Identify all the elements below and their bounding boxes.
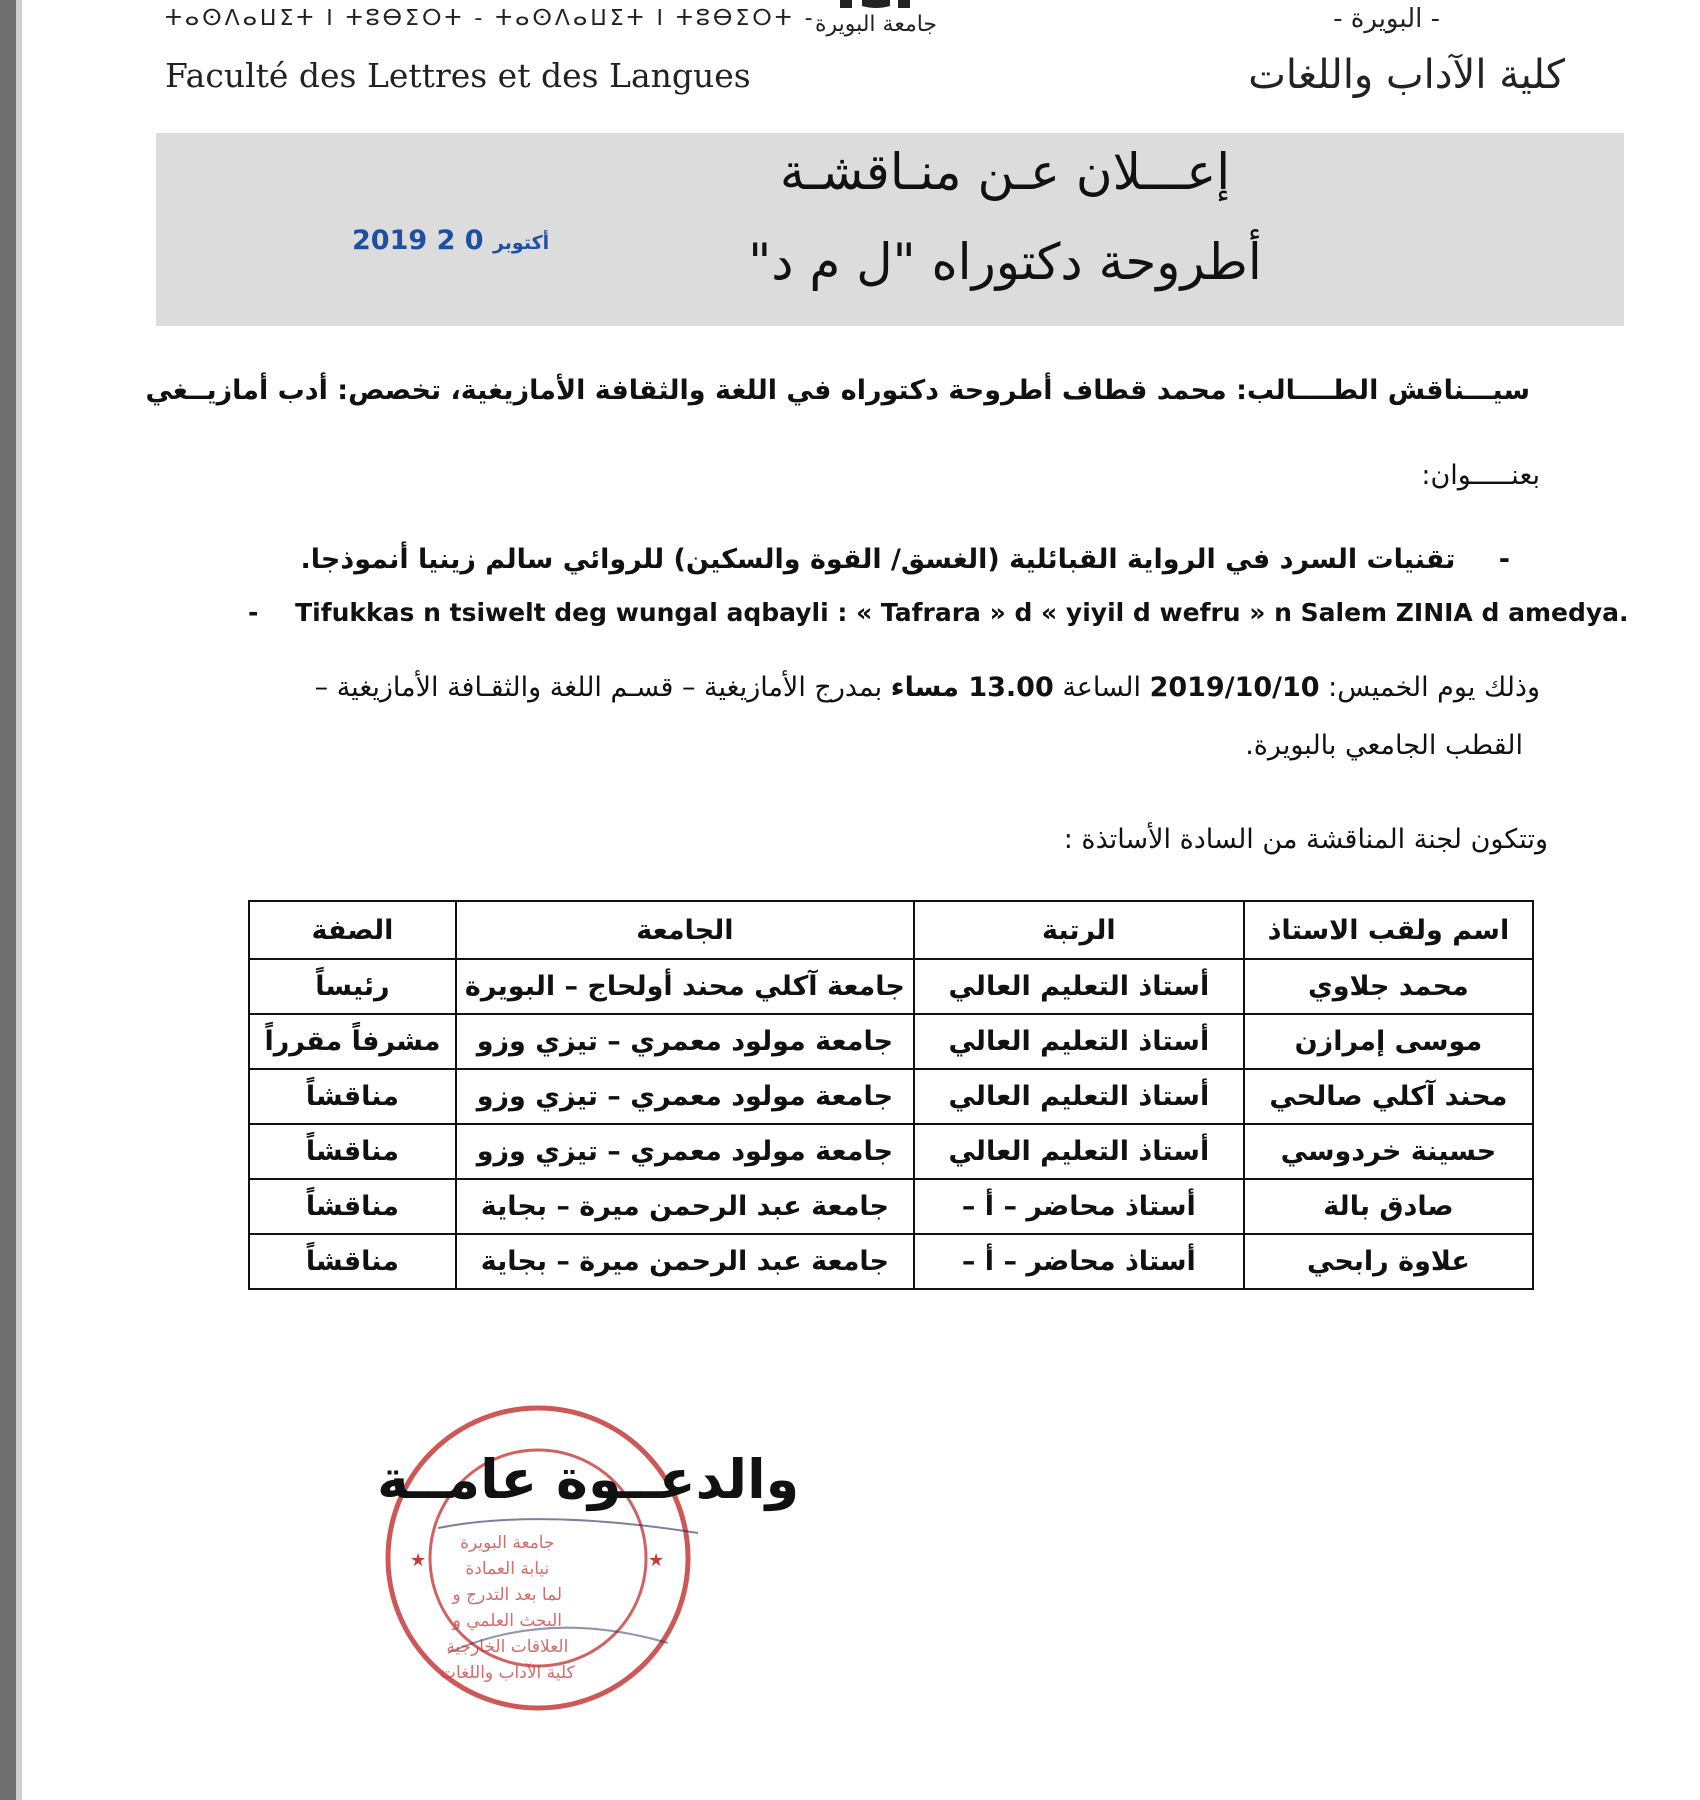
seal-line: كلية الآداب واللغات [440,1663,575,1683]
seal-inner-text [440,1530,575,1686]
svg-text:★: ★ [410,1550,427,1571]
member-role: مناقشاً [249,1124,456,1179]
date-stamp-day: 0 2 [436,225,484,256]
thesis-title-arabic-text: تقنيات السرد في الرواية القبائلية (الغسق/ القوة والسكين) للروائي سالم زينيا أنموذجا. [300,544,1456,575]
column-header-university: الجامعة [456,901,914,959]
table-row [249,1179,1533,1234]
date-stamp-month: أكتوبر [492,232,550,254]
seal-line: لما بعد التدرج و [452,1585,563,1605]
faculty-name-french: Faculté des Lettres et des Langues [165,56,751,95]
member-rank: أستاذ محاضر – أ – [914,1234,1244,1289]
thesis-title-kabyle-text: Tifukkas n tsiwelt deg wungal aqbayli : « Tafrara » d « yiyil d wefru » n Salem ZINIA d amedya. [295,598,1629,627]
scan-edge-shadow [16,0,22,1800]
thesis-title-kabyle [248,598,1629,627]
member-university: جامعة مولود معمري – تيزي وزو [456,1124,914,1179]
schedule-location: بمدرج الأمازيغية – قسـم اللغة والثقـافة الأمازيغية – [314,672,883,703]
committee-table [248,900,1534,1290]
title-label: بعنـــــوان: [1421,460,1540,491]
title-band [156,133,1624,326]
member-university: جامعة عبد الرحمن ميرة – بجاية [456,1234,914,1289]
hour-label: الساعة [1062,672,1141,703]
date-stamp-year: 2019 [352,225,428,256]
date-stamp [352,225,549,256]
seal-line: نيابة العمادة [465,1559,550,1579]
svg-text:★: ★ [648,1550,665,1571]
announcement-subtitle: أطروحة دكتوراه "ل م د" [748,233,1262,291]
scan-edge [0,0,16,1800]
public-invitation: والدعــوة عامــة [377,1448,800,1511]
table-row [249,1234,1533,1289]
thesis-title-arabic [301,544,1511,575]
seal-line: البحث العلمي و [452,1611,563,1631]
member-name: موسى إمرازن [1244,1014,1533,1069]
column-header-role: الصفة [249,901,456,959]
announcement-title: إعـــلان عـن منـاقشـة [779,143,1231,201]
city-label: - البويرة - [1333,4,1440,34]
faculty-name-arabic: كلية الآداب واللغات [1248,52,1565,98]
committee-intro: وتتكون لجنة المناقشة من السادة الأساتذة : [1063,824,1548,855]
member-role: مناقشاً [249,1234,456,1289]
member-name: علاوة رابحي [1244,1234,1533,1289]
bullet-dash: - [1498,544,1510,575]
defense-place: القطب الجامعي بالبويرة. [1245,730,1523,761]
defense-date: 2019/10/10 [1149,672,1320,703]
member-rank: أستاذ محاضر – أ – [914,1179,1244,1234]
seal-line: جامعة البويرة [460,1533,555,1553]
table-row [249,1124,1533,1179]
member-name: صادق بالة [1244,1179,1533,1234]
member-rank: أستاذ التعليم العالي [914,1069,1244,1124]
member-name: محمد جلاوي [1244,959,1533,1014]
seal-line: العلاقات الخارجية [446,1637,569,1657]
logo-caption: جامعة البويرة [814,12,938,37]
faculty-name-tifinagh: ⵜⴰⵙⴷⴰⵡⵉⵜ ⵏ ⵜⵓⴱⵉⵔⵜ - ⵜⴰⵙⴷⴰⵡⵉⵜ ⵏ ⵜⵓⴱⵉⵔⵜ - [165,6,816,31]
column-header-rank: الرتبة [914,901,1244,959]
member-rank: أستاذ التعليم العالي [914,959,1244,1014]
table-row [249,1014,1533,1069]
table-header-row [249,901,1533,959]
member-role: مناقشاً [249,1179,456,1234]
member-role: مشرفاً مقرراً [249,1014,456,1069]
table-row [249,959,1533,1014]
table-row [249,1069,1533,1124]
member-role: مناقشاً [249,1069,456,1124]
candidate-intro: سيـــناقش الطــــالب: محمد قطاف أطروحة دكتوراه في اللغة والثقافة الأمازيغية، تخصص: أدب أمازيــغي [145,375,1530,406]
member-name: حسينة خردوسي [1244,1124,1533,1179]
member-rank: أستاذ التعليم العالي [914,1014,1244,1069]
member-university: جامعة مولود معمري – تيزي وزو [456,1069,914,1124]
member-university: جامعة آكلي محند أولحاج – البويرة [456,959,914,1014]
member-rank: أستاذ التعليم العالي [914,1124,1244,1179]
defense-time: 13.00 مساء [890,672,1054,703]
bullet-dash: - [248,598,259,627]
defense-schedule [315,672,1540,703]
column-header-name: اسم ولقب الاستاذ [1244,901,1533,959]
member-name: محند آكلي صالحي [1244,1069,1533,1124]
member-university: جامعة عبد الرحمن ميرة – بجاية [456,1179,914,1234]
schedule-prefix: وذلك يوم الخميس: [1328,672,1540,703]
member-role: رئيساً [249,959,456,1014]
member-university: جامعة مولود معمري – تيزي وزو [456,1014,914,1069]
